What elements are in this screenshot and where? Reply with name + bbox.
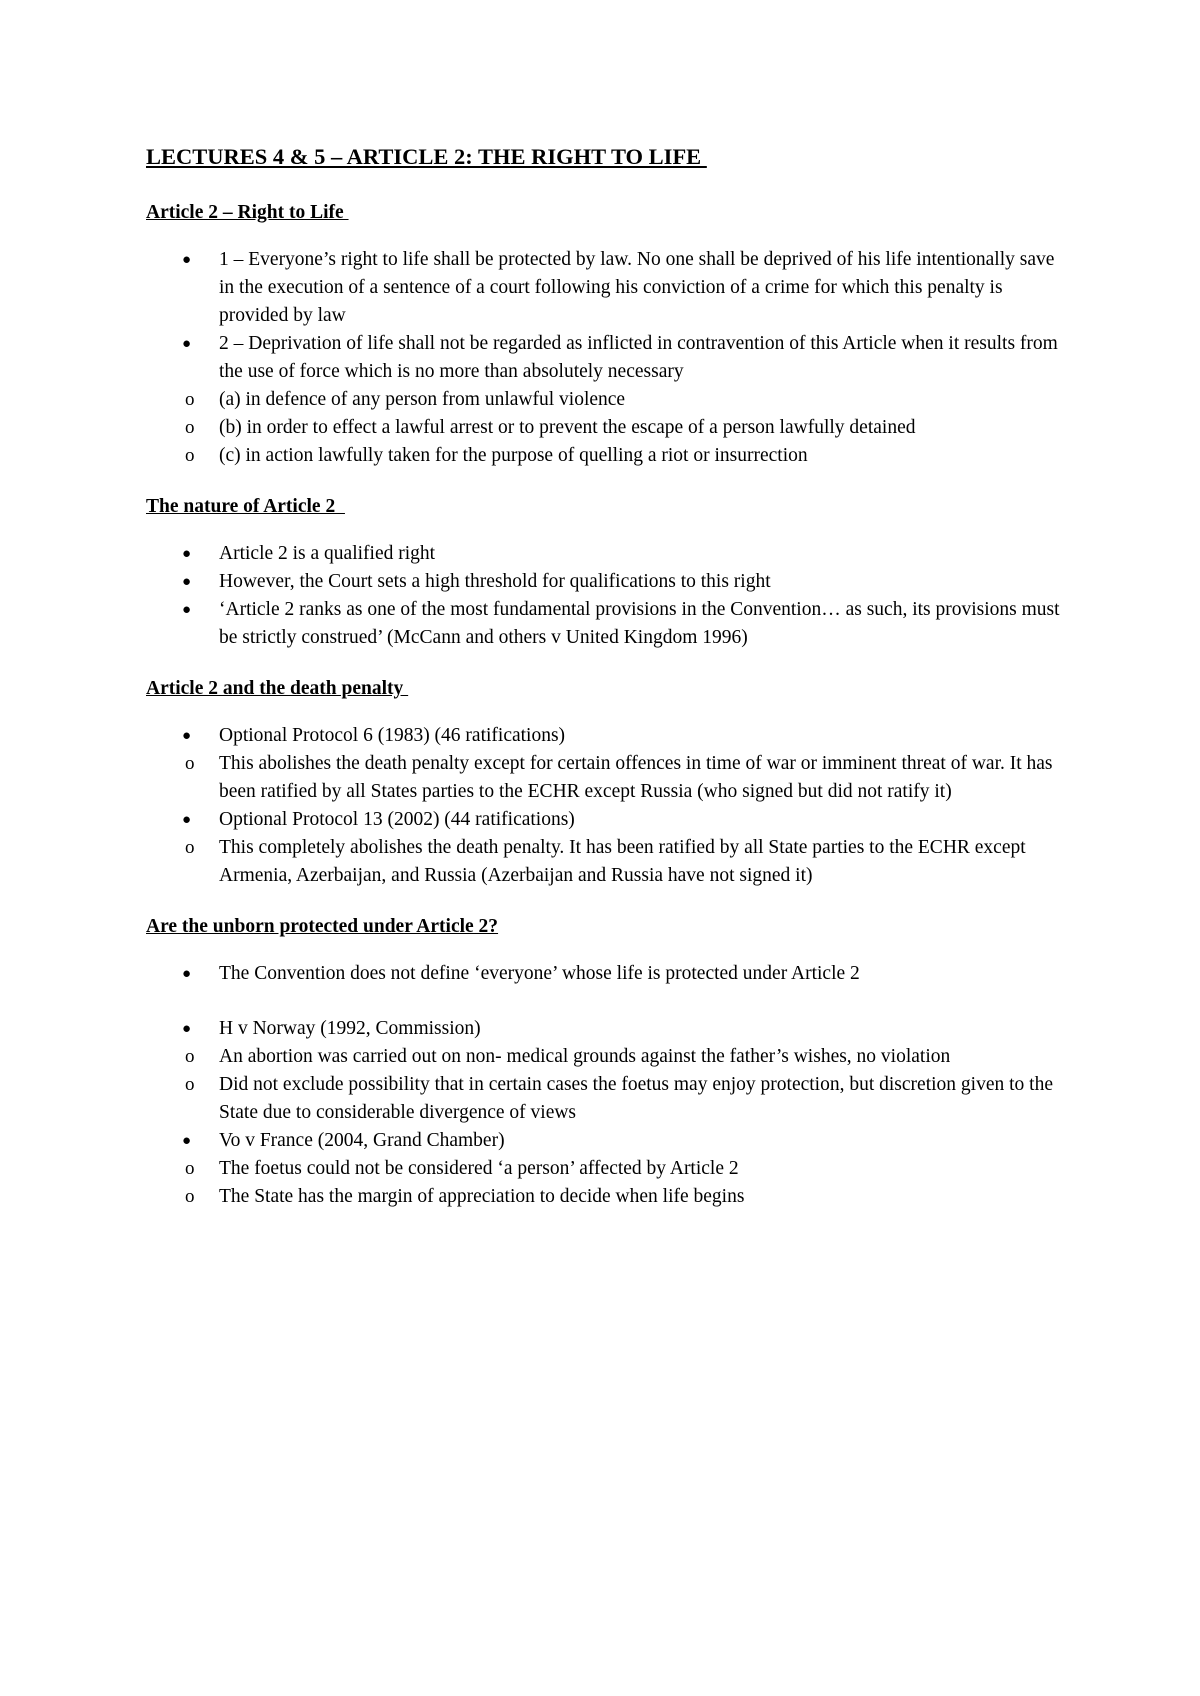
list-item-text: H v Norway (1992, Commission) bbox=[219, 1018, 481, 1039]
sub-list bbox=[185, 1155, 1066, 1211]
sub-list-item-text: The foetus could not be considered ‘a person’ affected by Article 2 bbox=[219, 1158, 739, 1179]
sub-list-item-text: An abortion was carried out on non- medical grounds against the father’s wishes, no violation bbox=[219, 1046, 951, 1067]
sub-list-item-text: The State has the margin of appreciation to decide when life begins bbox=[219, 1186, 745, 1207]
circle-bullet-icon: o bbox=[185, 1186, 195, 1207]
section-heading-right-to-life: Article 2 – Right to Life bbox=[146, 202, 349, 223]
list-item bbox=[146, 330, 1066, 470]
circle-bullet-icon: o bbox=[185, 1074, 195, 1095]
bullet-icon: ● bbox=[182, 1021, 192, 1037]
sub-list-item bbox=[185, 442, 1066, 470]
circle-bullet-icon: o bbox=[185, 389, 195, 410]
bullet-icon: ● bbox=[182, 546, 192, 562]
bullet-icon: ● bbox=[182, 728, 192, 744]
list-item bbox=[146, 540, 1066, 568]
sub-list-item-text: (c) in action lawfully taken for the purpose of quelling a riot or insurrection bbox=[219, 445, 808, 466]
sub-list bbox=[185, 386, 1066, 470]
bullet-icon: ● bbox=[182, 812, 192, 828]
sub-list-item-text: (b) in order to effect a lawful arrest or to prevent the escape of a person lawfully detained bbox=[219, 417, 916, 438]
section-heading-death-penalty: Article 2 and the death penalty bbox=[146, 678, 409, 699]
circle-bullet-icon: o bbox=[185, 1158, 195, 1179]
circle-bullet-icon: o bbox=[185, 753, 195, 774]
sub-list-item bbox=[185, 1183, 1066, 1211]
sub-list-item bbox=[185, 414, 1066, 442]
bullet-list bbox=[146, 246, 1066, 470]
sub-list-item bbox=[185, 1071, 1066, 1127]
paragraph-gap bbox=[219, 988, 1066, 1015]
sub-list bbox=[185, 750, 1066, 806]
bullet-icon: ● bbox=[182, 252, 192, 268]
list-item bbox=[146, 596, 1066, 652]
list-item-text: Optional Protocol 13 (2002) (44 ratifications) bbox=[219, 809, 575, 830]
sub-list-item bbox=[185, 750, 1066, 806]
document-page bbox=[146, 142, 1066, 1235]
sub-list-item-text: This completely abolishes the death penalty. It has been ratified by all State parties to the ECHR except Armenia, Azerbaijan, and Russia (Azerbaijan and Russia have not signed it) bbox=[219, 837, 1026, 886]
sub-list-item bbox=[185, 386, 1066, 414]
bullet-list bbox=[146, 722, 1066, 890]
list-item-text: 2 – Deprivation of life shall not be regarded as inflicted in contravention of this Article when it results from the use of force which is no more than absolutely necessary bbox=[219, 333, 1058, 382]
sub-list-item-text: (a) in defence of any person from unlawful violence bbox=[219, 389, 626, 410]
bullet-icon: ● bbox=[182, 1133, 192, 1149]
list-item bbox=[146, 246, 1066, 330]
circle-bullet-icon: o bbox=[185, 445, 195, 466]
sub-list-item-text: This abolishes the death penalty except for certain offences in time of war or imminent threat of war. It has been ratified by all States parties to the ECHR except Russia (who signed but did not ratify it) bbox=[219, 753, 1053, 802]
list-item-text: Optional Protocol 6 (1983) (46 ratifications) bbox=[219, 725, 566, 746]
section-heading-unborn-protection: Are the unborn protected under Article 2? bbox=[146, 916, 499, 937]
circle-bullet-icon: o bbox=[185, 837, 195, 858]
section-heading-nature-of-article-2: The nature of Article 2 bbox=[146, 496, 345, 517]
sub-list bbox=[185, 1043, 1066, 1127]
list-item bbox=[146, 568, 1066, 596]
list-item-text: ‘Article 2 ranks as one of the most fundamental provisions in the Convention… as such, its provisions must be strictly construed’ (McCann and others v United Kingdom 1996) bbox=[219, 599, 1060, 648]
list-item-text: Vo v France (2004, Grand Chamber) bbox=[219, 1130, 505, 1151]
list-item-text: The Convention does not define ‘everyone’ whose life is protected under Article 2 bbox=[219, 963, 860, 984]
document-title: LECTURES 4 & 5 – ARTICLE 2: THE RIGHT TO LIFE bbox=[146, 144, 707, 169]
sub-list-item bbox=[185, 834, 1066, 890]
sub-list-item bbox=[185, 1043, 1066, 1071]
list-item-text: 1 – Everyone’s right to life shall be protected by law. No one shall be deprived of his life intentionally save in the execution of a sentence of a court following his conviction of a crime for which this penalty is provided by law bbox=[219, 249, 1055, 326]
bullet-icon: ● bbox=[182, 574, 192, 590]
sub-list bbox=[185, 834, 1066, 890]
list-item bbox=[146, 1015, 1066, 1127]
list-item bbox=[146, 806, 1066, 890]
circle-bullet-icon: o bbox=[185, 1046, 195, 1067]
sub-list-item-text: Did not exclude possibility that in certain cases the foetus may enjoy protection, but discretion given to the State due to considerable divergence of views bbox=[219, 1074, 1053, 1123]
circle-bullet-icon: o bbox=[185, 417, 195, 438]
bullet-icon: ● bbox=[182, 602, 192, 618]
bullet-list bbox=[146, 540, 1066, 652]
bullet-icon: ● bbox=[182, 966, 192, 982]
sub-list-item bbox=[185, 1155, 1066, 1183]
list-item bbox=[146, 960, 1066, 1015]
list-item-text: However, the Court sets a high threshold for qualifications to this right bbox=[219, 571, 771, 592]
list-item-text: Article 2 is a qualified right bbox=[219, 543, 436, 564]
list-item bbox=[146, 722, 1066, 806]
bullet-list bbox=[146, 960, 1066, 1211]
bullet-icon: ● bbox=[182, 336, 192, 352]
list-item bbox=[146, 1127, 1066, 1211]
